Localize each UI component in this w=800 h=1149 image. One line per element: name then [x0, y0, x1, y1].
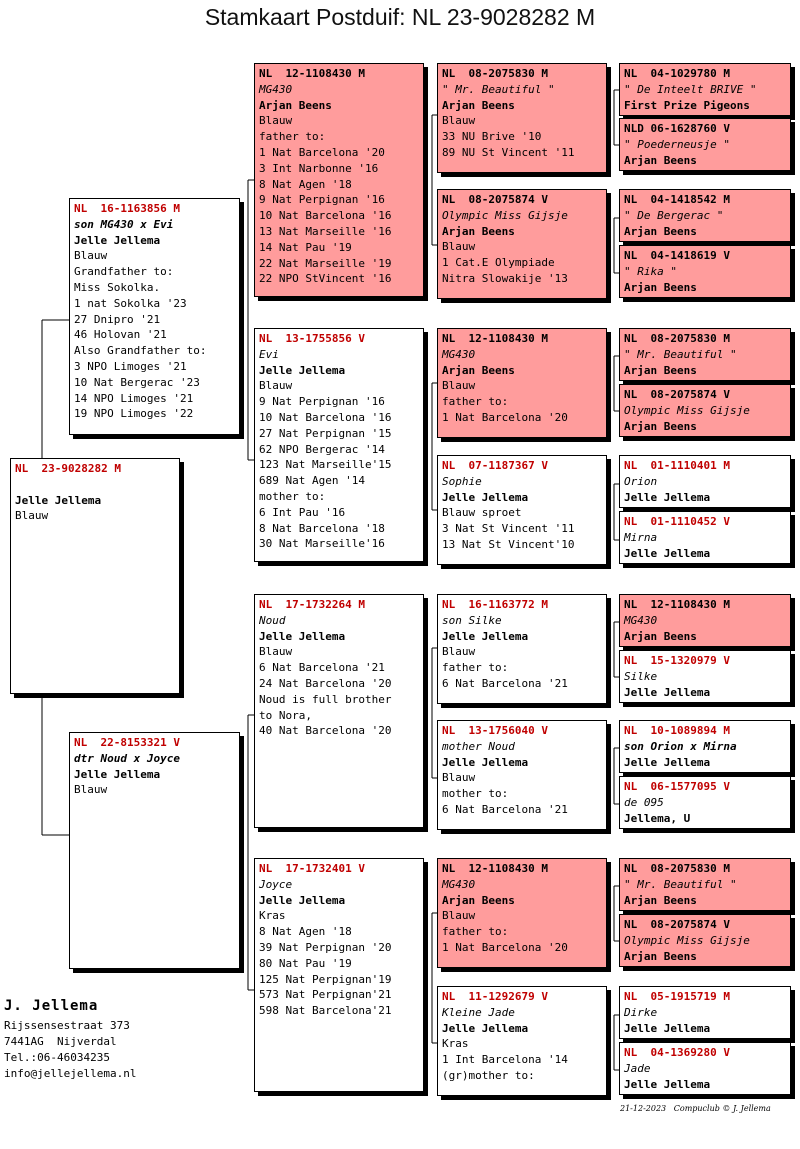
pigeon-info-line: Arjan Beens [259, 98, 332, 112]
ring-number: NL 15-1320979 V [624, 654, 730, 667]
ring-number: NL 16-1163772 M [442, 598, 548, 611]
pigeon-info-line: Blauw [259, 645, 293, 659]
pigeon-card-g3-4[interactable] [437, 455, 607, 565]
owner-address: Rijssensestraat 373 [4, 1019, 130, 1032]
pigeon-info-line: 30 Nat Marseille'16 [259, 537, 385, 551]
pigeon-info-line: Arjan Beens [442, 363, 515, 377]
ring-number: NL 22-8153321 V [74, 736, 180, 749]
pigeon-name-line: dtr Noud x Joyce [74, 751, 180, 765]
pigeon-info-line: father to: [442, 925, 509, 939]
pigeon-card-g4-11[interactable] [619, 720, 791, 773]
pigeon-card-g4-5[interactable] [619, 328, 791, 381]
ring-number: NL 01-1110401 M [624, 459, 730, 472]
ring-number: NL 04-1418619 V [624, 249, 730, 262]
pigeon-info-line: to Nora, [259, 708, 312, 722]
pigeon-info-line: Jelle Jellema [442, 629, 529, 643]
ring-number: NL 11-1292679 V [442, 990, 548, 1003]
pigeon-info-line: Jelle Jellema [624, 1077, 711, 1091]
pigeon-info-line: Grandfather to: [74, 265, 174, 279]
pigeon-info-line: Jellema, U [624, 811, 691, 825]
ring-number: NLD 06-1628760 V [624, 122, 730, 135]
ring-number: NL 12-1108430 M [259, 67, 365, 80]
pigeon-card-g4-12[interactable] [619, 776, 791, 829]
pigeon-info-line: 598 Nat Barcelona'21 [259, 1004, 392, 1018]
pigeon-name-line: Olympic Miss Gijsje [624, 403, 750, 417]
pigeon-info-line: 13 Nat Marseille '16 [259, 224, 392, 238]
pigeon-name-line: MG430 [624, 613, 658, 627]
pigeon-card-g3-6[interactable] [437, 720, 607, 830]
pigeon-info-line: Blauw [442, 771, 476, 785]
pigeon-info-line: 27 Nat Perpignan '15 [259, 426, 392, 440]
pigeon-info-line: Blauw [442, 240, 476, 254]
ring-number: NL 04-1029780 M [624, 67, 730, 80]
ring-number: NL 08-2075830 M [442, 67, 548, 80]
pigeon-info-line: Blauw [442, 379, 476, 393]
pigeon-info-line: 1 Nat Barcelona '20 [442, 410, 568, 424]
ring-number: NL 05-1915719 M [624, 990, 730, 1003]
pigeon-card-dam[interactable] [69, 732, 240, 969]
pigeon-info-line: Blauw [442, 114, 476, 128]
pigeon-card-g3-1[interactable] [437, 63, 607, 173]
pigeon-card-subject[interactable] [10, 458, 180, 694]
pigeon-card-g4-15[interactable] [619, 986, 791, 1039]
pigeon-card-g3-5[interactable] [437, 594, 607, 704]
pigeon-info-line: 6 Nat Barcelona '21 [259, 661, 385, 675]
pigeon-info-line: Arjan Beens [624, 629, 697, 643]
pigeon-card-g4-13[interactable] [619, 858, 791, 911]
pigeon-card-sire-sire[interactable] [254, 63, 424, 297]
pigeon-info-line: 3 Int Narbonne '16 [259, 161, 379, 175]
pigeon-name-line: MG430 [442, 877, 476, 891]
pigeon-info-line: Arjan Beens [624, 224, 697, 238]
footer-credit: 21-12-2023 Compuclub © J. Jellema [620, 1104, 771, 1113]
ring-number: NL 17-1732401 V [259, 862, 365, 875]
pigeon-card-dam-dam[interactable] [254, 858, 424, 1092]
ring-number: NL 04-1418542 M [624, 193, 730, 206]
owner-info [4, 998, 136, 1082]
pigeon-info-line: 3 Nat St Vincent '11 [442, 522, 575, 536]
pigeon-info-line: 22 Nat Marseille '19 [259, 256, 392, 270]
ring-number: NL 07-1187367 V [442, 459, 548, 472]
pigeon-info-line: Jelle Jellema [624, 546, 711, 560]
pigeon-card-g4-14[interactable] [619, 914, 791, 967]
pigeon-name-line: MG430 [442, 347, 476, 361]
pigeon-name-line: Noud [259, 613, 286, 627]
pigeon-info-line: Arjan Beens [624, 893, 697, 907]
pigeon-info-line: Nitra Slowakije '13 [442, 271, 568, 285]
pigeon-info-line: Jelle Jellema [259, 363, 346, 377]
pigeon-info-line: 8 Nat Agen '18 [259, 177, 352, 191]
pigeon-info-line: 33 NU Brive '10 [442, 130, 542, 144]
pigeon-info-line: 8 Nat Barcelona '18 [259, 521, 385, 535]
ring-number: NL 13-1755856 V [259, 332, 365, 345]
pigeon-info-line: 22 NPO StVincent '16 [259, 272, 392, 286]
pigeon-info-line: 6 Nat Barcelona '21 [442, 676, 568, 690]
pigeon-info-line: Blauw sproet [442, 506, 522, 520]
pigeon-info-line: Kras [259, 909, 286, 923]
pigeon-info-line: 689 Nat Agen '14 [259, 474, 365, 488]
pigeon-info-line: Arjan Beens [624, 153, 697, 167]
pigeon-info-line: Jelle Jellema [442, 755, 529, 769]
pigeon-name-line: son Orion x Mirna [624, 739, 737, 753]
pigeon-info-line: 9 Nat Perpignan '16 [259, 395, 385, 409]
ring-number: NL 13-1756040 V [442, 724, 548, 737]
pigeon-name-line: Kleine Jade [442, 1005, 515, 1019]
ring-number: NL 10-1089894 M [624, 724, 730, 737]
pigeon-info-line: 89 NU St Vincent '11 [442, 145, 575, 159]
pigeon-info-line: Jelle Jellema [624, 490, 711, 504]
pigeon-card-sire[interactable] [69, 198, 240, 435]
pigeon-card-g4-7[interactable] [619, 455, 791, 508]
pigeon-name-line: " De Inteelt BRIVE " [624, 82, 757, 96]
owner-name: J. Jellema [4, 998, 99, 1014]
pigeon-name-line: " Mr. Beautiful " [624, 347, 737, 361]
pigeon-info-line: Arjan Beens [442, 98, 515, 112]
pigeon-info-line: 14 Nat Pau '19 [259, 240, 352, 254]
pigeon-info-line: 8 Nat Agen '18 [259, 925, 352, 939]
pigeon-info-line: Blauw [442, 645, 476, 659]
pigeon-info-line: 1 Nat Barcelona '20 [259, 145, 385, 159]
pigeon-info-line: Jelle Jellema [74, 233, 161, 247]
pigeon-name-line: MG430 [259, 82, 293, 96]
pigeon-info-line: 6 Nat Barcelona '21 [442, 802, 568, 816]
pigeon-name-line: Evi [259, 347, 279, 361]
pigeon-card-g4-8[interactable] [619, 511, 791, 564]
pigeon-info-line: Blauw [74, 249, 108, 263]
pigeon-info-line: mother to: [259, 489, 326, 503]
pigeon-info-line: Blauw [259, 379, 293, 393]
pigeon-info-line: 125 Nat Perpignan'19 [259, 972, 392, 986]
pigeon-card-g4-16[interactable] [619, 1042, 791, 1095]
pigeon-name-line: Dirke [624, 1005, 658, 1019]
pigeon-name-line: Jade [624, 1061, 651, 1075]
pigeon-card-g3-2[interactable] [437, 189, 607, 299]
ring-number: NL 12-1108430 M [442, 332, 548, 345]
pigeon-info-line: 9 Nat Perpignan '16 [259, 193, 385, 207]
pigeon-name-line: Orion [624, 474, 658, 488]
pigeon-info-line: 10 Nat Barcelona '16 [259, 209, 392, 223]
pigeon-info-line: 40 Nat Barcelona '20 [259, 724, 392, 738]
pigeon-name-line: Mirna [624, 530, 658, 544]
ring-number: NL 12-1108430 M [442, 862, 548, 875]
pigeon-info-line: Jelle Jellema [624, 1021, 711, 1035]
pigeon-info-line: Blauw [15, 509, 49, 523]
pigeon-card-g4-6[interactable] [619, 384, 791, 437]
pigeon-name-line: Silke [624, 669, 658, 683]
pigeon-card-g3-8[interactable] [437, 986, 607, 1096]
pigeon-info-line: Jelle Jellema [624, 685, 711, 699]
pigeon-card-g4-4[interactable] [619, 245, 791, 298]
pigeon-info-line: 13 Nat St Vincent'10 [442, 537, 575, 551]
pigeon-info-line: 10 Nat Bergerac '23 [74, 375, 200, 389]
pigeon-name-line: " Mr. Beautiful " [442, 82, 555, 96]
pigeon-name-line: Sophie [442, 474, 482, 488]
pigeon-info-line: Arjan Beens [442, 893, 515, 907]
pigeon-info-line: Jelle Jellema [442, 1021, 529, 1035]
pigeon-info-line: Jelle Jellema [624, 755, 711, 769]
pigeon-name-line: Olympic Miss Gijsje [442, 208, 568, 222]
pigeon-info-line: First Prize Pigeons [624, 98, 750, 112]
ring-number: NL 12-1108430 M [624, 598, 730, 611]
pigeon-info-line: Blauw [259, 114, 293, 128]
pigeon-info-line: Arjan Beens [624, 363, 697, 377]
pigeon-info-line: Arjan Beens [442, 224, 515, 238]
pigeon-info-line: Jelle Jellema [74, 767, 161, 781]
ring-number: NL 08-2075874 V [442, 193, 548, 206]
pigeon-info-line: Arjan Beens [624, 419, 697, 433]
pigeon-info-line: 24 Nat Barcelona '20 [259, 676, 392, 690]
pigeon-info-line: Jelle Jellema [259, 893, 346, 907]
pigeon-card-g4-3[interactable] [619, 189, 791, 242]
page-title: Stamkaart Postduif: NL 23-9028282 M [204, 4, 596, 30]
ring-number: NL 16-1163856 M [74, 202, 180, 215]
pigeon-info-line: Jelle Jellema [15, 493, 102, 507]
pigeon-info-line: 19 NPO Limoges '22 [74, 407, 194, 421]
pigeon-info-line: 1 Int Barcelona '14 [442, 1053, 568, 1067]
pigeon-info-line: 1 nat Sokolka '23 [74, 296, 187, 310]
pigeon-info-line: father to: [442, 661, 509, 675]
pigeon-name-line: " Poederneusje " [624, 137, 730, 151]
pigeon-card-g4-2[interactable] [619, 118, 791, 171]
pigeon-name-line: " Mr. Beautiful " [624, 877, 737, 891]
pigeon-info-line: 39 Nat Perpignan '20 [259, 940, 392, 954]
pigeon-name-line: de 095 [624, 795, 664, 809]
pigeon-card-g3-7[interactable] [437, 858, 607, 968]
ring-number: NL 06-1577095 V [624, 780, 730, 793]
pigeon-info-line: father to: [259, 130, 326, 144]
ring-number: NL 08-2075874 V [624, 918, 730, 931]
pigeon-info-line: 573 Nat Perpignan'21 [259, 988, 392, 1002]
pigeon-info-line: Kras [442, 1037, 469, 1051]
owner-phone: Tel.:06-46034235 [4, 1051, 110, 1064]
pigeon-info-line: 62 NPO Bergerac '14 [259, 442, 385, 456]
pigeon-name-line: Olympic Miss Gijsje [624, 933, 750, 947]
pigeon-card-g3-3[interactable] [437, 328, 607, 438]
pigeon-info-line: Blauw [74, 783, 108, 797]
pigeon-info-line: Blauw [442, 909, 476, 923]
pigeon-name-line: " Rika " [624, 264, 677, 278]
pigeon-info-line: Arjan Beens [624, 280, 697, 294]
pigeon-info-line: 14 NPO Limoges '21 [74, 391, 194, 405]
pigeon-info-line: mother to: [442, 787, 509, 801]
pigeon-name-line: son MG430 x Evi [74, 217, 174, 231]
pigeon-info-line: 46 Holovan '21 [74, 328, 167, 342]
ring-number: NL 08-2075830 M [624, 862, 730, 875]
pigeon-card-g4-9[interactable] [619, 594, 791, 647]
pigeon-info-line: 10 Nat Barcelona '16 [259, 410, 392, 424]
pigeon-name-line [15, 477, 175, 493]
pigeon-info-line: Also Grandfather to: [74, 344, 207, 358]
pigeon-name-line: son Silke [442, 613, 502, 627]
pigeon-card-g4-10[interactable] [619, 650, 791, 703]
ring-number: NL 17-1732264 M [259, 598, 365, 611]
pigeon-name-line: " De Bergerac " [624, 208, 724, 222]
pigeon-card-g4-1[interactable] [619, 63, 791, 116]
owner-city: 7441AG Nijverdal [4, 1035, 117, 1048]
pigeon-card-sire-dam[interactable] [254, 328, 424, 562]
pigeon-card-dam-sire[interactable] [254, 594, 424, 828]
pigeon-info-line: 1 Nat Barcelona '20 [442, 940, 568, 954]
owner-email[interactable]: info@jellejellema.nl [4, 1067, 137, 1080]
pigeon-info-line: 80 Nat Pau '19 [259, 956, 352, 970]
pigeon-info-line: Jelle Jellema [442, 490, 529, 504]
pigeon-info-line: 27 Dnipro '21 [74, 312, 161, 326]
pigeon-info-line: (gr)mother to: [442, 1068, 535, 1082]
ring-number: NL 23-9028282 M [15, 462, 121, 475]
pigeon-info-line: 1 Cat.E Olympiade [442, 256, 555, 270]
pigeon-info-line: 123 Nat Marseille'15 [259, 458, 392, 472]
pigeon-info-line: 3 NPO Limoges '21 [74, 359, 187, 373]
pigeon-info-line: Jelle Jellema [259, 629, 346, 643]
pigeon-info-line: Miss Sokolka. [74, 280, 161, 294]
pigeon-name-line: mother Noud [442, 739, 515, 753]
ring-number: NL 04-1369280 V [624, 1046, 730, 1059]
pigeon-info-line: Arjan Beens [624, 949, 697, 963]
ring-number: NL 08-2075830 M [624, 332, 730, 345]
pigeon-name-line: Joyce [259, 877, 293, 891]
ring-number: NL 01-1110452 V [624, 515, 730, 528]
pigeon-info-line: father to: [442, 395, 509, 409]
pigeon-info-line: Noud is full brother [259, 692, 392, 706]
ring-number: NL 08-2075874 V [624, 388, 730, 401]
pigeon-info-line: 6 Int Pau '16 [259, 505, 346, 519]
